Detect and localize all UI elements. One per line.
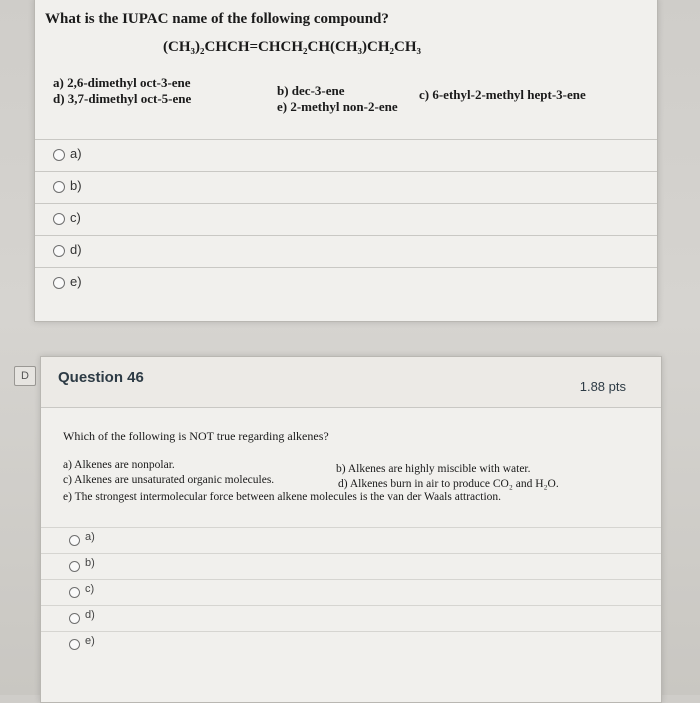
radio-icon[interactable] [69,639,80,650]
answer-choice-e[interactable] [41,631,661,658]
question-text: What is the IUPAC name of the following compound? [45,11,389,27]
option-a-text: a) 2,6-dimethyl oct-3-ene [53,75,191,90]
radio-icon[interactable] [69,535,80,546]
answer-choice-a[interactable] [41,527,661,554]
answer-choice-c[interactable] [35,203,657,236]
choice-label: d) [85,609,95,621]
collapse-tab[interactable]: D [14,366,36,386]
question-points: 1.88 pts [579,379,626,394]
radio-icon[interactable] [69,613,80,624]
radio-icon[interactable] [53,245,65,257]
question-header [41,357,661,408]
choice-label: e) [70,274,82,289]
choice-label: a) [85,531,95,543]
option-b-text: b) Alkenes are highly miscible with water. [336,463,531,475]
choice-label: d) [70,242,82,257]
choice-label: c) [85,583,95,595]
choice-label: a) [70,146,82,161]
option-c-text: c) 6-ethyl-2-methyl hept-3-ene [419,87,586,102]
radio-icon[interactable] [53,277,65,289]
radio-icon[interactable] [53,149,65,161]
option-a-text: a) Alkenes are nonpolar. [63,459,175,471]
answer-choice-a[interactable] [35,139,657,172]
answer-choice-c[interactable] [41,579,661,606]
answer-choice-d[interactable] [35,235,657,268]
answer-choice-d[interactable] [41,605,661,632]
option-c-text: c) Alkenes are unsaturated organic molecules. [63,474,275,486]
question-number: Question 46 [58,369,144,386]
option-e-text: e) The strongest intermolecular force between alkene molecules is the van der Waals attraction. [63,491,502,503]
question-card-46 [40,356,662,703]
chemical-formula: (CH₃)₂CHCH=CHCH₂CH(CH₃)CH₂CH₃ [163,39,422,55]
option-b-text: b) dec-3-ene [277,83,345,98]
choice-label: e) [85,635,95,647]
radio-icon[interactable] [53,181,65,193]
option-e-text: e) 2-methyl non-2-ene [277,99,398,114]
radio-icon[interactable] [69,561,80,572]
radio-icon[interactable] [53,213,65,225]
radio-icon[interactable] [69,587,80,598]
question-card-45 [34,0,658,322]
answer-choice-e[interactable] [35,267,657,300]
question-text-content: Which of the following is NOT true regarding alkenes? [63,429,329,443]
answer-choice-b[interactable] [35,171,657,204]
choice-label: b) [85,557,95,569]
question-text [63,429,329,444]
choice-label: b) [70,178,82,193]
option-d-text: d) 3,7-dimethyl oct-5-ene [53,91,192,106]
answer-choice-b[interactable] [41,553,661,580]
option-d-text: d) Alkenes burn in air to produce CO₂ and H₂O. [338,478,559,490]
choice-label: c) [70,210,81,225]
